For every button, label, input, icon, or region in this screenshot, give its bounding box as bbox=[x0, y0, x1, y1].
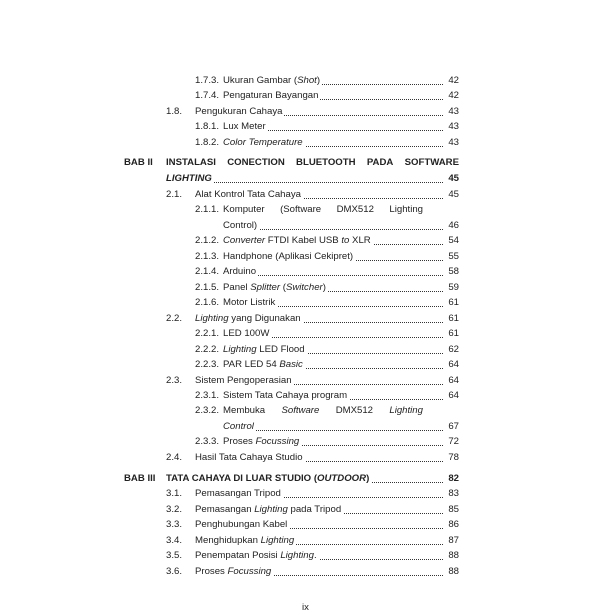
entry-title-line2[interactable]: Control) 46 bbox=[223, 220, 459, 231]
page-number: 55 bbox=[448, 251, 459, 262]
toc-entry bbox=[0, 342, 611, 357]
page-number: 85 bbox=[448, 504, 459, 515]
toc-entry bbox=[0, 434, 611, 449]
toc-entry bbox=[0, 486, 611, 501]
entry-number: 2.3.1. bbox=[195, 390, 220, 401]
page-number: 64 bbox=[448, 359, 459, 370]
toc-entry bbox=[0, 388, 611, 403]
page-number: 67 bbox=[448, 421, 459, 432]
entry-number: 2.2. bbox=[166, 313, 183, 324]
entry-number: 2.1. bbox=[166, 189, 183, 200]
entry-number: 2.3.2. bbox=[195, 405, 220, 416]
entry-number: 2.1.6. bbox=[195, 297, 220, 308]
toc-entry bbox=[0, 280, 611, 295]
toc-entry bbox=[0, 548, 611, 563]
page-number: 59 bbox=[448, 282, 459, 293]
page-number: 43 bbox=[448, 121, 459, 132]
entry-title[interactable]: Sistem Tata Cahaya program 64 bbox=[223, 390, 459, 401]
toc-entry bbox=[0, 104, 611, 119]
toc-entry bbox=[0, 517, 611, 532]
entry-number: 3.1. bbox=[166, 488, 183, 499]
entry-number: 2.4. bbox=[166, 452, 183, 463]
entry-title-line1[interactable]: Komputer (Software DMX512 Lighting bbox=[223, 204, 423, 215]
toc-entry bbox=[0, 88, 611, 103]
entry-title[interactable]: Menghidupkan Lighting 87 bbox=[195, 535, 459, 546]
chapter-heading bbox=[0, 471, 611, 486]
toc-entry bbox=[0, 564, 611, 579]
page-number: 45 bbox=[448, 173, 459, 184]
page-number: 86 bbox=[448, 519, 459, 530]
page-number: 82 bbox=[448, 473, 459, 484]
entry-number: 2.1.3. bbox=[195, 251, 220, 262]
entry-number: 1.8. bbox=[166, 106, 183, 117]
page-number: 83 bbox=[448, 488, 459, 499]
entry-number: 3.2. bbox=[166, 504, 183, 515]
entry-title[interactable]: Sistem Pengoperasian 64 bbox=[195, 375, 459, 386]
entry-number: 2.1.4. bbox=[195, 266, 220, 277]
chapter-label: BAB II bbox=[124, 157, 153, 168]
entry-number: 3.5. bbox=[166, 550, 183, 561]
entry-number: 2.3.3. bbox=[195, 436, 220, 447]
entry-title[interactable]: Hasil Tata Cahaya Studio 78 bbox=[195, 452, 459, 463]
entry-title[interactable]: LED 100W 61 bbox=[223, 328, 459, 339]
toc-entry-cont bbox=[0, 218, 611, 233]
entry-title[interactable]: Ukuran Gambar (Shot) 42 bbox=[223, 75, 459, 86]
entry-title[interactable]: Lighting yang Digunakan 61 bbox=[195, 313, 459, 324]
entry-number: 2.1.2. bbox=[195, 235, 220, 246]
entry-title[interactable]: Pemasangan Tripod 83 bbox=[195, 488, 459, 499]
toc-entry bbox=[0, 295, 611, 310]
entry-title[interactable]: Lux Meter 43 bbox=[223, 121, 459, 132]
toc-entry bbox=[0, 533, 611, 548]
page-number: 72 bbox=[448, 436, 459, 447]
page-number: 61 bbox=[448, 297, 459, 308]
toc-entry bbox=[0, 326, 611, 341]
entry-title[interactable]: Penghubungan Kabel 86 bbox=[195, 519, 459, 530]
chapter-label: BAB III bbox=[124, 473, 156, 484]
toc-entry bbox=[0, 373, 611, 388]
chapter-title-line1[interactable]: INSTALASI CONECTION BLUETOOTH PADA SOFTWARE bbox=[166, 157, 459, 168]
entry-title[interactable]: Proses Focussing 72 bbox=[223, 436, 459, 447]
entry-title[interactable]: Alat Kontrol Tata Cahaya 45 bbox=[195, 189, 459, 200]
page-number: 78 bbox=[448, 452, 459, 463]
page-number: 64 bbox=[448, 375, 459, 386]
toc-entry bbox=[0, 135, 611, 150]
toc-entry bbox=[0, 119, 611, 134]
entry-number: 2.2.3. bbox=[195, 359, 220, 370]
chapter-heading-cont bbox=[0, 171, 611, 186]
entry-title[interactable]: PAR LED 54 Basic 64 bbox=[223, 359, 459, 370]
toc-entry bbox=[0, 249, 611, 264]
page-number: 87 bbox=[448, 535, 459, 546]
toc-entry bbox=[0, 233, 611, 248]
page-number: 43 bbox=[448, 106, 459, 117]
entry-number: 1.8.2. bbox=[195, 137, 220, 148]
entry-number: 3.4. bbox=[166, 535, 183, 546]
chapter-title[interactable]: TATA CAHAYA DI LUAR STUDIO (OUTDOOR) 82 bbox=[166, 473, 459, 484]
page-number: 45 bbox=[448, 189, 459, 200]
entry-number: 1.8.1. bbox=[195, 121, 220, 132]
page-number: 46 bbox=[448, 220, 459, 231]
entry-title-line2[interactable]: Control 67 bbox=[223, 421, 459, 432]
page-number: 58 bbox=[448, 266, 459, 277]
toc-entry bbox=[0, 403, 611, 418]
entry-number: 3.6. bbox=[166, 566, 183, 577]
entry-title[interactable]: Arduino 58 bbox=[223, 266, 459, 277]
entry-title[interactable]: Lighting LED Flood 62 bbox=[223, 344, 459, 355]
entry-number: 2.1.5. bbox=[195, 282, 220, 293]
entry-number: 1.7.4. bbox=[195, 90, 220, 101]
entry-title[interactable]: Motor Listrik 61 bbox=[223, 297, 459, 308]
entry-title[interactable]: Pengukuran Cahaya 43 bbox=[195, 106, 459, 117]
toc-entry bbox=[0, 357, 611, 372]
page-footer-number: ix bbox=[302, 602, 309, 613]
entry-number: 1.7.3. bbox=[195, 75, 220, 86]
toc-entry bbox=[0, 450, 611, 465]
toc-entry bbox=[0, 73, 611, 88]
entry-title[interactable]: Pemasangan Lighting pada Tripod 85 bbox=[195, 504, 459, 515]
page-number: 43 bbox=[448, 137, 459, 148]
entry-title[interactable]: Handphone (Aplikasi Cekipret) 55 bbox=[223, 251, 459, 262]
page-number: 61 bbox=[448, 328, 459, 339]
toc-entry bbox=[0, 311, 611, 326]
page-number: 62 bbox=[448, 344, 459, 355]
chapter-title-line2[interactable]: LIGHTING 45 bbox=[166, 173, 459, 184]
chapter-heading bbox=[0, 155, 611, 170]
page-number: 88 bbox=[448, 566, 459, 577]
page-number: 88 bbox=[448, 550, 459, 561]
page-number: 42 bbox=[448, 90, 459, 101]
page-number: 61 bbox=[448, 313, 459, 324]
entry-title[interactable]: Panel Splitter (Switcher) 59 bbox=[223, 282, 459, 293]
entry-title[interactable]: Penempatan Posisi Lighting. 88 bbox=[195, 550, 459, 561]
toc-entry bbox=[0, 202, 611, 217]
page-number: 54 bbox=[448, 235, 459, 246]
page-number: 42 bbox=[448, 75, 459, 86]
entry-title[interactable]: Converter FTDI Kabel USB to XLR 54 bbox=[223, 235, 459, 246]
toc-entry bbox=[0, 264, 611, 279]
page-number: 64 bbox=[448, 390, 459, 401]
entry-title[interactable]: Proses Focussing 88 bbox=[195, 566, 459, 577]
entry-title-line1[interactable]: Membuka Software DMX512 Lighting bbox=[223, 405, 423, 416]
entry-number: 2.2.2. bbox=[195, 344, 220, 355]
toc-entry bbox=[0, 187, 611, 202]
entry-title[interactable]: Pengaturan Bayangan 42 bbox=[223, 90, 459, 101]
dot-leader bbox=[223, 430, 443, 431]
toc-entry bbox=[0, 502, 611, 517]
entry-number: 3.3. bbox=[166, 519, 183, 530]
entry-number: 2.1.1. bbox=[195, 204, 220, 215]
entry-title[interactable]: Color Temperature 43 bbox=[223, 137, 459, 148]
toc-entry-cont bbox=[0, 419, 611, 434]
entry-number: 2.3. bbox=[166, 375, 183, 386]
entry-number: 2.2.1. bbox=[195, 328, 220, 339]
